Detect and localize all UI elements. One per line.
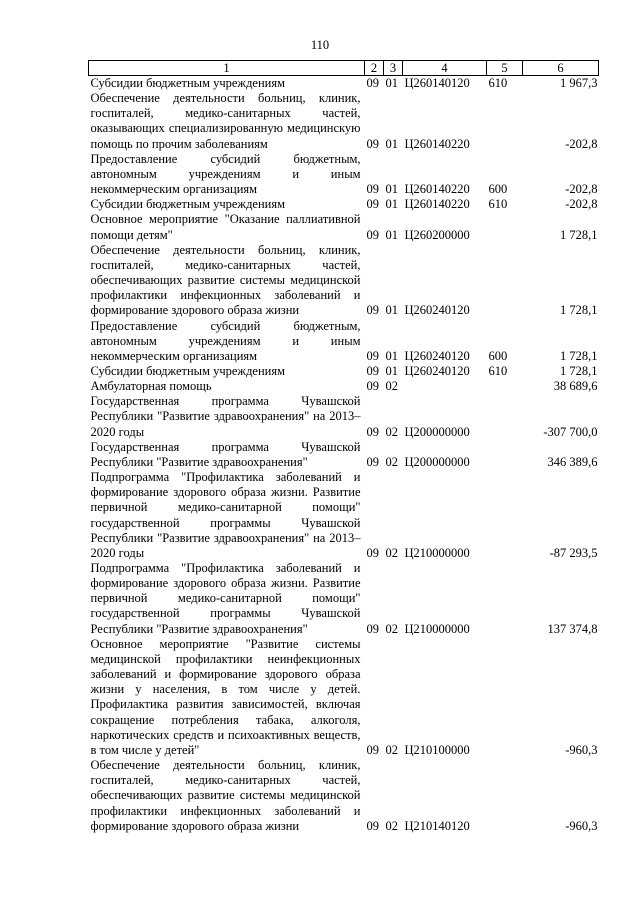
cell-expense-type: 600 xyxy=(488,348,508,363)
cell-name: Предоставление субсидий бюджетным, автономным учреждениям и иным некоммерческим организациям xyxy=(90,151,361,197)
cell-target-article: Ц260140220 xyxy=(404,136,470,151)
cell-expense-type xyxy=(487,212,523,242)
column-header-subsection: 3 xyxy=(384,61,403,76)
cell-section: 09 xyxy=(366,227,379,242)
cell-subsection: 02 xyxy=(385,818,398,833)
cell-expense-type xyxy=(487,394,523,439)
cell-name: Обеспечение деятельности больниц, клиник, госпиталей, медико-санитарных частей, обеспечивающих развитие системы медицинской профилактики инфекционных заболеваний и формирование здорового образа жизни xyxy=(90,758,361,833)
cell-subsection: 02 xyxy=(385,454,398,469)
cell-subsection: 01 xyxy=(385,182,398,197)
cell-name: Подпрограмма "Профилактика заболеваний и формирование здорового образа жизни. Развитие первичной медико-санитарной помощи" государственной программы Чувашской Республики "Развитие здравоохранения" на 2013–2020 годы xyxy=(90,470,361,560)
cell-name: Обеспечение деятельности больниц, клиник, госпиталей, медико-санитарных частей, обеспечивающих развитие системы медицинской профилактики инфекционных заболеваний и формирование здорового образа жизни xyxy=(90,242,361,318)
cell-section: 09 xyxy=(366,182,379,197)
cell-amount: -202,8 xyxy=(565,136,598,151)
cell-target-article: Ц260240120 xyxy=(404,303,470,318)
table-row xyxy=(89,197,599,212)
table-row xyxy=(89,243,599,319)
cell-name: Субсидии бюджетным учреждениям xyxy=(90,197,286,212)
cell-section: 09 xyxy=(366,136,379,151)
cell-expense-type xyxy=(487,637,523,758)
cell-amount: 137 374,8 xyxy=(547,621,598,636)
cell-amount: -960,3 xyxy=(565,742,598,757)
cell-section: 09 xyxy=(366,379,379,394)
cell-expense-type xyxy=(487,91,523,152)
cell-amount: 1 967,3 xyxy=(560,76,598,90)
table-row xyxy=(89,319,599,364)
table-row xyxy=(89,364,599,379)
cell-expense-type xyxy=(487,440,523,470)
cell-subsection: 01 xyxy=(385,348,398,363)
cell-name: Обеспечение деятельности больниц, клиник, госпиталей, медико-санитарных частей, оказывающих специализированную медицинскую помощь по прочим заболеваниям xyxy=(90,91,361,151)
cell-amount: 1 728,1 xyxy=(560,227,598,242)
cell-name: Субсидии бюджетным учреждениям xyxy=(90,363,286,378)
cell-name: Подпрограмма "Профилактика заболеваний и формирование здорового образа жизни. Развитие первичной медико-санитарной помощи" государственной программы Чувашской Республики "Развитие здравоохранения" xyxy=(90,561,361,636)
cell-subsection: 02 xyxy=(385,379,398,394)
cell-target-article: Ц210000000 xyxy=(404,545,470,560)
cell-amount: 38 689,6 xyxy=(553,379,598,394)
cell-expense-type xyxy=(487,243,523,319)
table-row xyxy=(89,561,599,637)
cell-target-article: Ц210100000 xyxy=(404,742,470,757)
cell-name: Государственная программа Чувашской Республики "Развитие здравоохранения" xyxy=(90,439,361,469)
cell-subsection: 02 xyxy=(385,424,398,439)
cell-expense-type: 610 xyxy=(488,76,508,90)
cell-subsection: 01 xyxy=(385,303,398,318)
cell-subsection: 01 xyxy=(385,227,398,242)
cell-target-article: Ц260140220 xyxy=(404,197,470,212)
cell-target-article: Ц260140120 xyxy=(404,76,470,90)
cell-expense-type xyxy=(487,379,523,394)
cell-amount: 1 728,1 xyxy=(560,363,598,378)
cell-subsection: 01 xyxy=(385,136,398,151)
column-header-expense-type: 5 xyxy=(487,61,523,76)
cell-expense-type: 610 xyxy=(488,363,508,378)
cell-section: 09 xyxy=(366,545,379,560)
cell-name: Предоставление субсидий бюджетным, автономным учреждениям и иным некоммерческим организациям xyxy=(90,318,361,363)
cell-subsection: 02 xyxy=(385,545,398,560)
cell-subsection: 02 xyxy=(385,621,398,636)
cell-name: Амбулаторная помощь xyxy=(90,379,212,394)
table-row xyxy=(89,91,599,152)
cell-target-article: Ц200000000 xyxy=(404,454,470,469)
cell-amount: 1 728,1 xyxy=(560,348,598,363)
cell-section: 09 xyxy=(366,76,379,90)
cell-section: 09 xyxy=(366,348,379,363)
cell-subsection: 01 xyxy=(385,363,398,378)
cell-amount: -202,8 xyxy=(565,182,598,197)
cell-subsection: 01 xyxy=(385,76,398,90)
cell-expense-type: 600 xyxy=(488,182,508,197)
page-number: 110 xyxy=(310,38,330,52)
cell-name: Государственная программа Чувашской Республики "Развитие здравоохранения" на 2013–2020 годы xyxy=(90,394,361,439)
cell-section: 09 xyxy=(366,303,379,318)
cell-target-article xyxy=(403,379,487,394)
cell-target-article: Ц260140220 xyxy=(404,182,470,197)
table-row xyxy=(89,394,599,439)
column-header-amount: 6 xyxy=(523,61,599,76)
table-header-row xyxy=(89,61,599,76)
cell-amount: -960,3 xyxy=(565,818,598,833)
table-row xyxy=(89,440,599,470)
cell-amount: -87 293,5 xyxy=(549,545,598,560)
cell-target-article: Ц260200000 xyxy=(404,227,470,242)
cell-name: Основное мероприятие "Развитие системы медицинской профилактики неинфекционных заболеваний и формирование здорового образа жизни у населения, в том числе у детей. Профилактика развития зависимостей, включая сокращение потребления табака, алкоголя, наркотических средств и психоактивных веществ, в том числе у детей" xyxy=(90,636,361,757)
table-row xyxy=(89,152,599,197)
cell-target-article: Ц200000000 xyxy=(404,424,470,439)
cell-target-article: Ц260240120 xyxy=(404,363,470,378)
table-row xyxy=(89,76,599,92)
table-row xyxy=(89,470,599,561)
cell-target-article: Ц210000000 xyxy=(404,621,470,636)
table-row xyxy=(89,758,599,834)
cell-expense-type xyxy=(487,561,523,637)
cell-section: 09 xyxy=(366,621,379,636)
cell-amount: 346 389,6 xyxy=(547,454,598,469)
table-row xyxy=(89,212,599,242)
cell-amount: -202,8 xyxy=(565,197,598,212)
cell-expense-type xyxy=(487,470,523,561)
cell-section: 09 xyxy=(366,424,379,439)
cell-subsection: 01 xyxy=(385,197,398,212)
cell-amount: 1 728,1 xyxy=(560,303,598,318)
cell-target-article: Ц210140120 xyxy=(404,818,470,833)
cell-target-article: Ц260240120 xyxy=(404,348,470,363)
budget-table xyxy=(88,60,599,834)
cell-section: 09 xyxy=(366,454,379,469)
column-header-name: 1 xyxy=(89,61,365,76)
table-row xyxy=(89,379,599,394)
cell-section: 09 xyxy=(366,363,379,378)
cell-name: Основное мероприятие "Оказание паллиативной помощи детям" xyxy=(90,212,361,242)
cell-name: Субсидии бюджетным учреждениям xyxy=(90,76,286,90)
cell-expense-type: 610 xyxy=(488,197,508,212)
column-header-target-article: 4 xyxy=(403,61,487,76)
cell-subsection: 02 xyxy=(385,742,398,757)
table-row xyxy=(89,637,599,758)
cell-expense-type xyxy=(487,758,523,834)
column-header-section: 2 xyxy=(365,61,384,76)
cell-section: 09 xyxy=(366,197,379,212)
cell-amount: -307 700,0 xyxy=(543,424,598,439)
table-body xyxy=(89,76,599,834)
cell-section: 09 xyxy=(366,742,379,757)
cell-section: 09 xyxy=(366,818,379,833)
